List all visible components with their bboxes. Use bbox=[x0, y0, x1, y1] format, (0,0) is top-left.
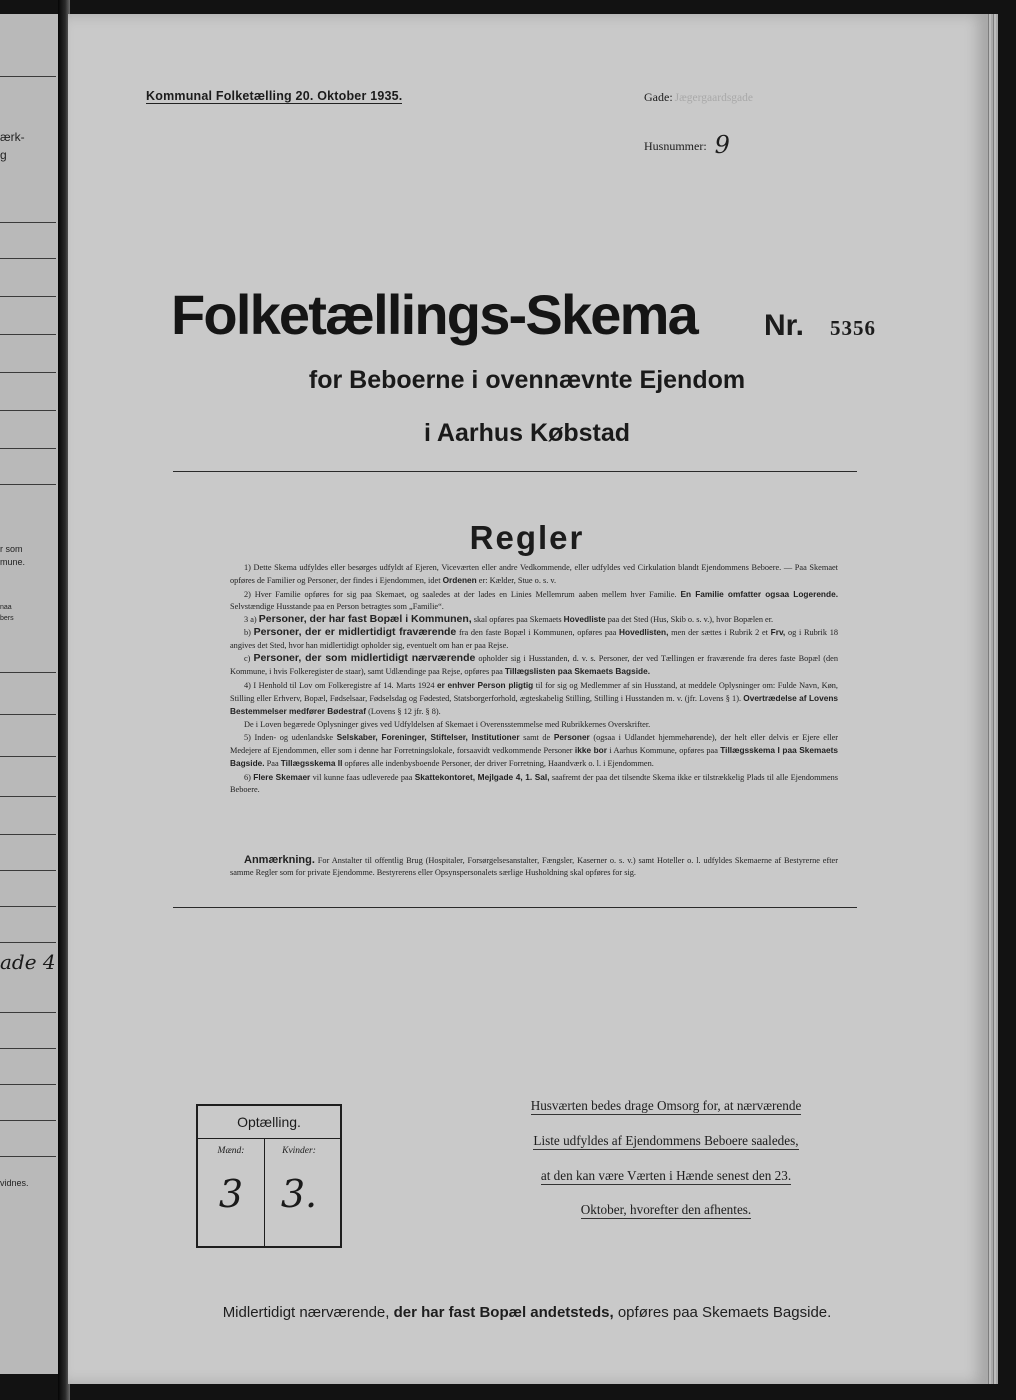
count-box-title: Optælling. bbox=[198, 1106, 340, 1139]
margin-rule bbox=[0, 1048, 56, 1049]
page-stack-edge bbox=[986, 14, 998, 1384]
margin-rule bbox=[0, 714, 56, 715]
rule-5: 5) Inden- og udenlandske Selskaber, Foreninger, Stiftelser, Institutioner samt de Personer (ogsaa i Udlandet hjemmehørende), der helt eller delvis er Ejere eller Medejere af Ejendommen, eller som i denne har Forretningslokale, forsaavidt vedkommende Personer ikke bor i Aarhus Kommune, opføres paa Tillægsskema I paa Skemaets Bagside. Paa Tillægsskema II opføres alle indenbysboende Personer, der driver Forretning, Haandværk o. l. i Ejendommen. bbox=[230, 731, 839, 769]
margin-rule bbox=[0, 222, 56, 223]
census-form-page bbox=[68, 14, 986, 1384]
divider bbox=[173, 471, 857, 472]
divider bbox=[173, 907, 857, 908]
margin-rule bbox=[0, 756, 56, 757]
margin-handwriting: ade 4 bbox=[0, 950, 56, 974]
notice-line-3: at den kan være Værten i Hænde senest den 23. bbox=[540, 1168, 792, 1183]
margin-rule bbox=[0, 484, 56, 485]
notice-line-2: Liste udfyldes af Ejendommens Beboere saaledes, bbox=[533, 1133, 799, 1148]
margin-rule bbox=[0, 672, 56, 673]
margin-rule bbox=[0, 906, 56, 907]
margin-rule bbox=[0, 372, 56, 373]
rules-heading: Regler bbox=[469, 519, 585, 556]
margin-fragment: ærk- bbox=[0, 130, 25, 144]
rule-4-note: De i Loven begærede Oplysninger gives ved Udfyldelsen af Skemaet i Overensstemmelse med Rubrikkernes Overskrifter. bbox=[244, 719, 651, 729]
rule-3a: 3 a) Personer, der har fast Bopæl i Kommunen, skal opføres paa Skemaets Hovedliste paa det Sted (Hus, Skib o. s. v.), hvor Bopælen er. bbox=[244, 613, 774, 626]
rules-text bbox=[230, 562, 838, 796]
adjacent-page-fragment bbox=[0, 14, 58, 1374]
form-subtitle: for Beboerne i ovennævnte Ejendom bbox=[308, 366, 746, 394]
margin-fragment: r som bbox=[0, 544, 23, 554]
house-number-field bbox=[644, 128, 730, 159]
rule-2: 2) Hver Familie opføres for sig paa Skemaet, og saaledes at der lades en Linies Mellemrum aaben mellem hver Familie. En Familie omfatter ogsaa Logerende. Selvstændige Husstande paa en Person betragtes som „Familie“. bbox=[230, 588, 838, 611]
margin-rule bbox=[0, 76, 56, 77]
margin-rule bbox=[0, 1120, 56, 1121]
rule-3b: b) Personer, der er midlertidigt fraværende fra den faste Bopæl i Kommunen, opføres paa Hovedlisten, men der sættes i Rubrik 2 et Frv, og i Rubrik 18 angives det Sted, hvor han midlertidigt opholder sig, eventuelt om han er paa Rejse. bbox=[230, 626, 838, 650]
margin-rule bbox=[0, 258, 56, 259]
margin-fragment: g bbox=[0, 148, 7, 162]
margin-rule bbox=[0, 334, 56, 335]
census-header: Kommunal Folketælling 20. Oktober 1935. bbox=[146, 89, 403, 103]
rule-1: 1) Dette Skema udfyldes eller besørges udfyldt af Ejeren, Viceværten eller andre Vedkommende, eller udfyldes ved Cirkulation blandt Ejendommens Beboere. — Paa Skemaet opføres de Familier og Personer, der findes i Ejendommen, idet Ordenen er: Kælder, Stue o. s. v. bbox=[230, 563, 838, 586]
notice-line-4: Oktober, hvorefter den afhentes. bbox=[580, 1202, 752, 1217]
men-count: 3 bbox=[218, 1172, 244, 1216]
margin-rule bbox=[0, 296, 56, 297]
men-label: Mænd: bbox=[217, 1146, 245, 1156]
form-number-value: 5356 bbox=[830, 316, 876, 340]
footer-note: Midlertidigt nærværende, der har fast Bopæl andetsteds, opføres paa Skemaets Bagside. bbox=[222, 1304, 832, 1321]
form-title: Folketællings-Skema bbox=[171, 283, 697, 346]
house-number-label: Husnummer: bbox=[644, 139, 707, 153]
margin-rule bbox=[0, 448, 56, 449]
rule-3c: c) Personer, der som midlertidigt nærværende opholder sig i Husstanden, d. v. s. Personer, der ved Tællingen er fraværende fra deres faste Bopæl (den Kommune, i hvis Folkeregister de staar), samt Udlændinge paa Rejse, opføres paa Tillægslisten paa Skemaets Bagside. bbox=[230, 652, 839, 677]
margin-rule bbox=[0, 1012, 56, 1013]
street-value: Jægergaardsgade bbox=[674, 92, 753, 104]
margin-fragment: mune. bbox=[0, 557, 26, 567]
margin-fragment: naa bbox=[0, 604, 12, 611]
margin-rule bbox=[0, 1156, 56, 1157]
street-label: Gade: bbox=[644, 90, 673, 104]
count-box bbox=[196, 1104, 342, 1248]
margin-rule bbox=[0, 870, 56, 871]
margin-rule bbox=[0, 410, 56, 411]
women-label: Kvinder: bbox=[282, 1146, 316, 1156]
remark-label: Anmærkning. bbox=[244, 854, 315, 866]
house-number-value: 9 bbox=[714, 131, 730, 159]
notice-line-1: Husværten bedes drage Omsorg for, at nærværende bbox=[530, 1098, 802, 1113]
street-field bbox=[644, 90, 753, 105]
margin-fragment: vidnes. bbox=[0, 1178, 29, 1188]
form-subtitle-city: i Aarhus Købstad bbox=[423, 419, 631, 447]
rule-4: 4) I Henhold til Lov om Folkeregistre af 14. Marts 1924 er enhver Person pligtig til for sig og Medlemmer af sin Husstand, at meddele Oplysninger om: Fulde Navn, Køn, Stilling eller Erhverv, Bopæl, Fødselsaar, Fødselsdag og Fødested, Statsborgerforhold, ægteskabelig Stilling, Stilling i Husstanden m. v. (jfr. Lovens § 1). Overtrædelse af Lovens Bestemmelser medfører Bødestraf (Lovens § 12 jfr. § 8). bbox=[230, 679, 839, 717]
margin-rule bbox=[0, 1084, 56, 1085]
remark-text: For Anstalter til offentlig Brug (Hospitaler, Forsørgelsesanstalter, Fængsler, Kaserner o. s. v.) samt Hoteller o. l. udfyldes Skemaerne af Bestyrerne efter samme Regler som for private Ejendomme. Bestyrerens eller Opsynspersonalets særlige Husholdning skal opføres for sig. bbox=[230, 856, 838, 878]
remark-paragraph bbox=[230, 854, 838, 880]
rule-6: 6) Flere Skemaer vil kunne faas udleverede paa Skattekontoret, Mejlgade 4, 1. Sal, saafremt der paa det tilsendte Skema ikke er tilstrækkelig Plads til alle Ejendommens Beboere. bbox=[230, 771, 839, 795]
count-box-divider bbox=[264, 1139, 265, 1246]
form-number-label: Nr. bbox=[764, 309, 805, 342]
women-count: 3. bbox=[280, 1172, 318, 1216]
margin-rule bbox=[0, 834, 56, 835]
margin-fragment: bers bbox=[0, 615, 14, 622]
margin-rule bbox=[0, 796, 56, 797]
margin-rule bbox=[0, 942, 56, 943]
